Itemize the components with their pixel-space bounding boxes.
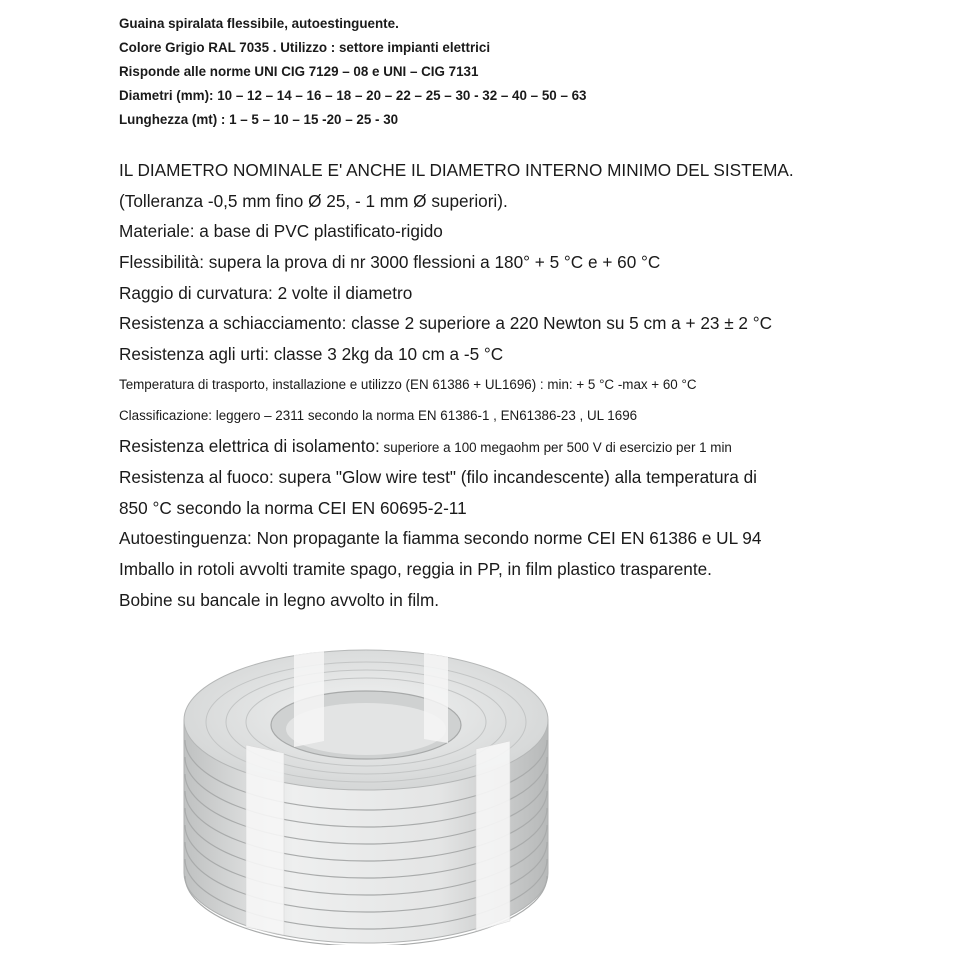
spec-classification: Classificazione: leggero – 2311 secondo la norma EN 61386-1 , EN61386-23 , UL 1696 xyxy=(119,407,638,423)
spec-insulation-value: superiore a 100 megaohm per 500 V di esercizio per 1 min xyxy=(379,440,732,456)
spec-flexibility: Flessibilità: supera la prova di nr 3000 flessioni a 180° + 5 °C e + 60 °C xyxy=(119,252,661,273)
spec-self-extinguishing: Autoestinguenza: Non propagante la fiamma secondo norme CEI EN 61386 e UL 94 xyxy=(119,528,762,549)
spec-insulation-resistance xyxy=(119,431,949,462)
spec-impact-resistance: Resistenza agli urti: classe 3 2kg da 10 cm a -5 °C xyxy=(119,344,504,365)
spec-crush-resistance: Resistenza a schiacciamento: classe 2 superiore a 220 Newton su 5 cm a + 23 ± 2 °C xyxy=(119,313,773,334)
spec-packaging: Imballo in rotoli avvolti tramite spago, reggia in PP, in film plastico trasparente. xyxy=(119,558,712,579)
header-line-standards: Risponde alle norme UNI CIG 7129 – 08 e UNI – CIG 7131 xyxy=(119,64,479,79)
spec-fire-resistance: Resistenza al fuoco: supera "Glow wire test" (filo incandescente) alla temperatura di xyxy=(119,466,757,487)
conduit-coil-image xyxy=(176,645,556,945)
spec-pallet: Bobine su bancale in legno avvolto in film. xyxy=(119,589,440,610)
spec-nominal-diameter: IL DIAMETRO NOMINALE E' ANCHE IL DIAMETRO INTERNO MINIMO DEL SISTEMA. xyxy=(119,160,794,180)
spec-tolerance: (Tolleranza -0,5 mm fino Ø 25, - 1 mm Ø superiori). xyxy=(119,190,508,211)
spec-fire-resistance-standard: 850 °C secondo la norma CEI EN 60695-2-11 xyxy=(119,497,467,518)
spec-material: Materiale: a base di PVC plastificato-rigido xyxy=(119,221,443,242)
header-line-title: Guaina spiralata flessibile, autoestinguente. xyxy=(119,16,399,31)
spec-insulation-label: Resistenza elettrica di isolamento: xyxy=(119,436,380,457)
spec-temperature: Temperatura di trasporto, installazione e utilizzo (EN 61386 + UL1696) : min: + 5 °C -max + 60 °C xyxy=(119,376,697,392)
header-line-color-usage: Colore Grigio RAL 7035 . Utilizzo : settore impianti elettrici xyxy=(119,40,491,55)
header-line-diameters: Diametri (mm): 10 – 12 – 14 – 16 – 18 – 20 – 22 – 25 – 30 - 32 – 40 – 50 – 63 xyxy=(119,88,587,103)
product-header xyxy=(119,12,939,132)
header-line-lengths: Lunghezza (mt) : 1 – 5 – 10 – 15 -20 – 25 - 30 xyxy=(119,112,399,127)
spec-bend-radius: Raggio di curvatura: 2 volte il diametro xyxy=(119,282,413,303)
technical-specs xyxy=(119,155,949,615)
